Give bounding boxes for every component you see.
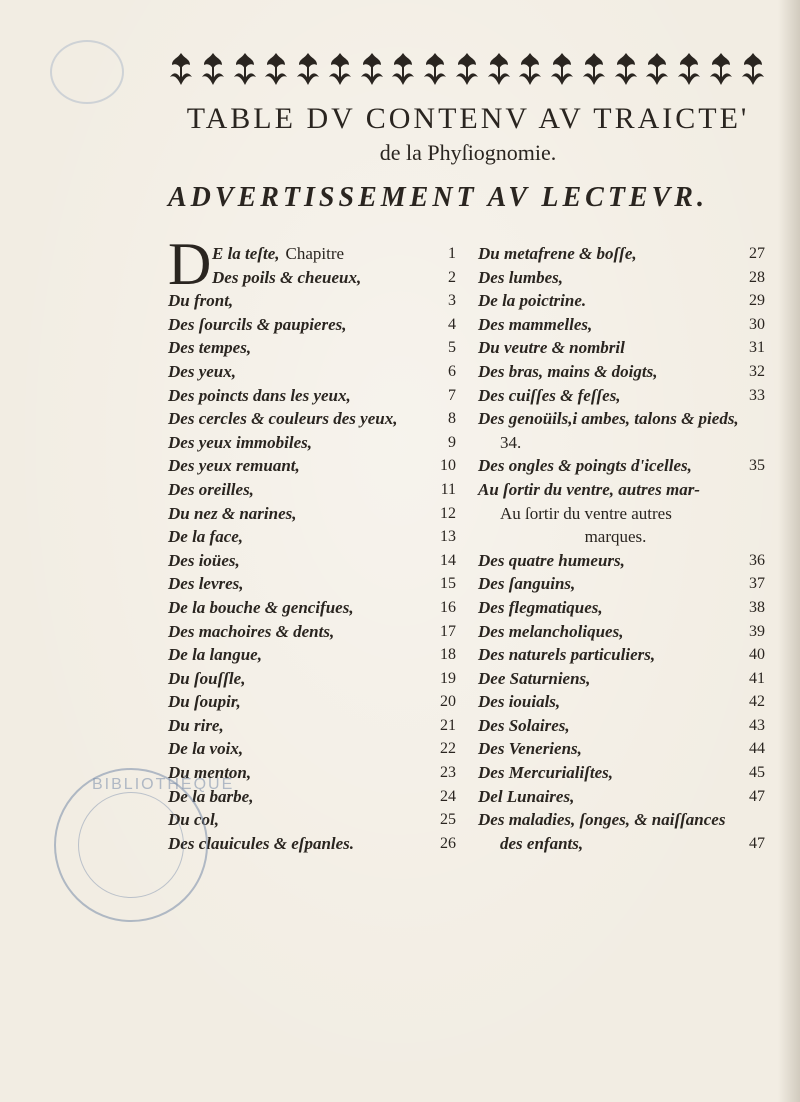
toc-entry bbox=[168, 407, 468, 431]
toc-entry-page-number: 18 bbox=[440, 646, 456, 664]
toc-entry-title: Des naturels particuliers, bbox=[478, 645, 656, 665]
toc-entry-page-number: 47 bbox=[749, 834, 765, 852]
toc-entry bbox=[168, 431, 468, 455]
toc-entry bbox=[478, 336, 783, 360]
toc-entry-title: Au ſortir du ventre, autres mar- bbox=[478, 479, 700, 499]
toc-entry-title: Des ſourcils & paupieres, bbox=[168, 314, 347, 334]
toc-entry-page-number: 21 bbox=[440, 716, 456, 734]
toc-entry-page-number: 23 bbox=[440, 764, 456, 782]
toc-entry bbox=[478, 808, 783, 832]
toc-entry-title: De la barbe, bbox=[168, 786, 254, 806]
toc-entry-page-number: 13 bbox=[440, 528, 456, 546]
toc-entry-page-number: 28 bbox=[749, 268, 765, 286]
toc-entry-page-number: 37 bbox=[749, 575, 765, 593]
toc-entry bbox=[168, 384, 468, 408]
toc-entry-page-number: 22 bbox=[440, 740, 456, 758]
toc-entry-title: Du rire, bbox=[168, 715, 224, 735]
toc-entry-title: Des ongles & poingts d'icelles, bbox=[478, 456, 692, 476]
toc-entry-title: Des yeux remuant, bbox=[168, 456, 300, 476]
toc-entry bbox=[478, 454, 783, 478]
page-title: TABLE DV CONTENV AV TRAICTE' bbox=[186, 102, 750, 135]
section-heading: ADVERTISSEMENT AV LECTEVR. bbox=[168, 182, 708, 213]
toc-entry bbox=[478, 478, 783, 502]
toc-entry-title: E la teſte, bbox=[212, 244, 280, 263]
page-subtitle: de la Phyſiognomie. bbox=[379, 140, 557, 165]
fleuron-ornament-icon bbox=[581, 51, 607, 89]
fleuron-ornament-icon bbox=[359, 51, 385, 89]
toc-entry bbox=[478, 761, 783, 785]
toc-entry bbox=[168, 360, 468, 384]
toc-entry bbox=[168, 643, 468, 667]
toc-entry-title: Au ſortir du ventre autres bbox=[500, 503, 672, 523]
toc-entry-page-number: 5 bbox=[448, 339, 456, 357]
toc-entry-page-number: 12 bbox=[440, 504, 456, 522]
toc-entry bbox=[478, 690, 783, 714]
toc-entry bbox=[168, 242, 468, 266]
fleuron-ornament-icon bbox=[168, 51, 194, 89]
toc-entry-page-number: 27 bbox=[749, 245, 765, 262]
toc-entry bbox=[478, 643, 783, 667]
toc-entry-title: Des melancholiques, bbox=[478, 621, 624, 641]
toc-entry bbox=[478, 832, 783, 856]
toc-entry-title: Des Solaires, bbox=[478, 715, 570, 735]
toc-entry-title: Des mammelles, bbox=[478, 314, 593, 334]
toc-entry-title: De la face, bbox=[168, 527, 244, 547]
toc-entry-title: 34. bbox=[500, 432, 522, 452]
toc-entry bbox=[168, 667, 468, 691]
toc-entry-title: Des cuiſſes & feſſes, bbox=[478, 385, 621, 405]
toc-entry-title: Du veutre & nombril bbox=[478, 338, 625, 358]
toc-entry-page-number: 47 bbox=[749, 787, 765, 805]
toc-entry-page-number: 24 bbox=[440, 787, 456, 805]
toc-entry-title: Del Lunaires, bbox=[478, 786, 575, 806]
toc-entry bbox=[168, 714, 468, 738]
fleuron-ornament-icon bbox=[422, 51, 448, 89]
toc-entry-page-number: 7 bbox=[448, 386, 456, 404]
toc-entry-title: Des yeux, bbox=[168, 361, 236, 381]
toc-entry bbox=[168, 525, 468, 549]
toc-entry-page-number: 15 bbox=[440, 575, 456, 593]
toc-entry-title: Du ſoupir, bbox=[168, 692, 241, 712]
fleuron-ornament-icon bbox=[549, 51, 575, 89]
toc-entry-title: Des maladies, ſonges, & naiſſances bbox=[478, 810, 726, 830]
toc-entry-title: Des iouials, bbox=[478, 692, 561, 712]
fleuron-ornament-icon bbox=[613, 51, 639, 89]
toc-entry-title: Dee Saturniens, bbox=[478, 668, 591, 688]
toc-entry-title: Des yeux immobiles, bbox=[168, 432, 313, 452]
toc-entry-page-number: 14 bbox=[440, 551, 456, 569]
toc-entry-title: Des oreilles, bbox=[168, 479, 254, 499]
toc-entry-title: marques. bbox=[584, 527, 647, 547]
fleuron-ornament-icon bbox=[200, 51, 226, 89]
toc-entry bbox=[478, 596, 783, 620]
toc-entry bbox=[168, 832, 468, 856]
toc-entry-title: Des genoüils,i ambes, talons & pieds, bbox=[478, 409, 739, 429]
toc-entry-title: Des clauicules & eſpanles. bbox=[168, 833, 355, 853]
toc-entry-page-number: 16 bbox=[440, 598, 456, 616]
toc-entry bbox=[478, 431, 783, 455]
toc-entry bbox=[168, 572, 468, 596]
fleuron-ornament-icon bbox=[390, 51, 416, 89]
toc-entry bbox=[168, 478, 468, 502]
toc-entry-title: Des ioües, bbox=[168, 550, 240, 570]
library-stamp-inner-ring bbox=[78, 792, 184, 898]
toc-entry-title: Des flegmatiques, bbox=[478, 597, 603, 617]
toc-entry bbox=[168, 690, 468, 714]
toc-entry bbox=[168, 549, 468, 573]
toc-entry bbox=[478, 502, 783, 526]
toc-entry-title: Des tempes, bbox=[168, 338, 252, 358]
toc-entry-title: Du front, bbox=[168, 291, 234, 311]
library-stamp-text: BIBLIOTHÈQUE bbox=[92, 776, 235, 793]
fleuron-ornament-icon bbox=[708, 51, 734, 89]
toc-entry-page-number: 26 bbox=[440, 834, 456, 852]
toc-entry-title: De la voix, bbox=[168, 739, 244, 759]
toc-entry-page-number: 35 bbox=[749, 457, 765, 475]
toc-entry bbox=[478, 289, 783, 313]
toc-entry-page-number: 31 bbox=[749, 339, 765, 357]
toc-entry-page-number: 19 bbox=[440, 669, 456, 687]
toc-entry-page-number: 43 bbox=[749, 716, 765, 734]
toc-entry bbox=[168, 808, 468, 832]
toc-entry-title: Des poils & cheueux, bbox=[212, 267, 362, 287]
toc-entry bbox=[478, 313, 783, 337]
faded-stamp-mark bbox=[50, 40, 124, 104]
toc-entry-title: Des levres, bbox=[168, 574, 244, 594]
toc-entry-page-number: 45 bbox=[749, 764, 765, 782]
fleuron-ornament-icon bbox=[295, 51, 321, 89]
toc-entry-title: Du ſouſſle, bbox=[168, 668, 246, 688]
toc-entry-page-number: 33 bbox=[749, 386, 765, 404]
fleuron-ornament-icon bbox=[232, 51, 258, 89]
toc-entry bbox=[168, 336, 468, 360]
fleuron-ornament-icon bbox=[644, 51, 670, 89]
toc-entry-page-number: 6 bbox=[448, 362, 456, 380]
toc-entry-title: Des machoires & dents, bbox=[168, 621, 335, 641]
toc-entry-page-number: 3 bbox=[448, 292, 456, 310]
toc-entry-page-number: 32 bbox=[749, 362, 765, 380]
toc-entry-page-number: 40 bbox=[749, 646, 765, 664]
toc-entry-page-number: 41 bbox=[749, 669, 765, 687]
toc-entry bbox=[168, 502, 468, 526]
toc-entry bbox=[168, 266, 468, 290]
toc-entry bbox=[168, 289, 468, 313]
toc-entry-title: Des bras, mains & doigts, bbox=[478, 361, 658, 381]
toc-entry-title: Des lumbes, bbox=[478, 267, 563, 287]
toc-entry-title: De la bouche & gencifues, bbox=[168, 597, 354, 617]
ornament-band bbox=[168, 50, 766, 90]
toc-entry-title: Des Veneriens, bbox=[478, 739, 582, 759]
toc-entry-page-number: 9 bbox=[448, 433, 456, 451]
toc-entry bbox=[168, 596, 468, 620]
toc-entry bbox=[478, 266, 783, 290]
toc-entry-page-number: 25 bbox=[440, 811, 456, 829]
toc-entry-title: des enfants, bbox=[500, 833, 584, 853]
toc-entry-page-number: 8 bbox=[448, 410, 456, 428]
toc-entry-title: Des quatre humeurs, bbox=[478, 550, 625, 570]
toc-entry bbox=[478, 242, 783, 266]
toc-entry-page-number: 29 bbox=[749, 292, 765, 310]
toc-entry bbox=[168, 454, 468, 478]
toc-entry bbox=[478, 714, 783, 738]
toc-entry-page-number: 38 bbox=[749, 598, 765, 616]
toc-entry bbox=[478, 737, 783, 761]
toc-entry bbox=[478, 549, 783, 573]
toc-entry-page-number: 30 bbox=[749, 315, 765, 333]
toc-entry bbox=[478, 525, 783, 549]
fleuron-ornament-icon bbox=[517, 51, 543, 89]
toc-entry-page-number: 2 bbox=[448, 268, 456, 286]
toc-entry bbox=[168, 737, 468, 761]
toc-entry bbox=[478, 407, 783, 431]
toc-entry-page-number: 10 bbox=[440, 457, 456, 475]
fleuron-ornament-icon bbox=[263, 51, 289, 89]
toc-entry-page-number: 17 bbox=[440, 622, 456, 640]
toc-entry-title: Du nez & narines, bbox=[168, 503, 297, 523]
fleuron-ornament-icon bbox=[454, 51, 480, 89]
toc-entry-title: Du metafrene & boſſe, bbox=[478, 244, 637, 263]
fleuron-ornament-icon bbox=[740, 51, 766, 89]
toc-entry-page-number: 1 bbox=[448, 245, 456, 262]
toc-entry-page-number: 20 bbox=[440, 693, 456, 711]
toc-entry-page-number: 4 bbox=[448, 315, 456, 333]
toc-entry-title: Du menton, bbox=[168, 763, 252, 783]
toc-entry-page-number: 39 bbox=[749, 622, 765, 640]
toc-entry bbox=[478, 785, 783, 809]
toc-entry-title: Des ſanguins, bbox=[478, 574, 576, 594]
toc-entry-page-number: 42 bbox=[749, 693, 765, 711]
toc-entry bbox=[478, 572, 783, 596]
toc-entry-page-number: 11 bbox=[440, 480, 456, 498]
toc-entry-title: Du col, bbox=[168, 810, 219, 830]
toc-entry-title: Des cercles & couleurs des yeux, bbox=[168, 409, 398, 429]
toc-entry-chapter-word: Chapitre bbox=[285, 244, 345, 263]
toc-entry-page-number: 44 bbox=[749, 740, 765, 758]
toc-entry bbox=[478, 667, 783, 691]
toc-entry bbox=[478, 360, 783, 384]
toc-entry bbox=[168, 620, 468, 644]
toc-entry-page-number: 36 bbox=[749, 551, 765, 569]
toc-entry-title: De la langue, bbox=[168, 645, 262, 665]
drop-capital: D bbox=[168, 231, 212, 297]
fleuron-ornament-icon bbox=[676, 51, 702, 89]
contents-right-column bbox=[478, 242, 783, 855]
toc-entry-title: Des poincts dans les yeux, bbox=[168, 385, 351, 405]
toc-entry bbox=[478, 384, 783, 408]
toc-entry bbox=[168, 313, 468, 337]
fleuron-ornament-icon bbox=[486, 51, 512, 89]
toc-entry-title: De la poictrine. bbox=[478, 291, 587, 311]
toc-entry-title: Des Mercurialiſtes, bbox=[478, 763, 614, 783]
contents-left-column bbox=[168, 231, 468, 855]
toc-entry bbox=[478, 620, 783, 644]
fleuron-ornament-icon bbox=[327, 51, 353, 89]
